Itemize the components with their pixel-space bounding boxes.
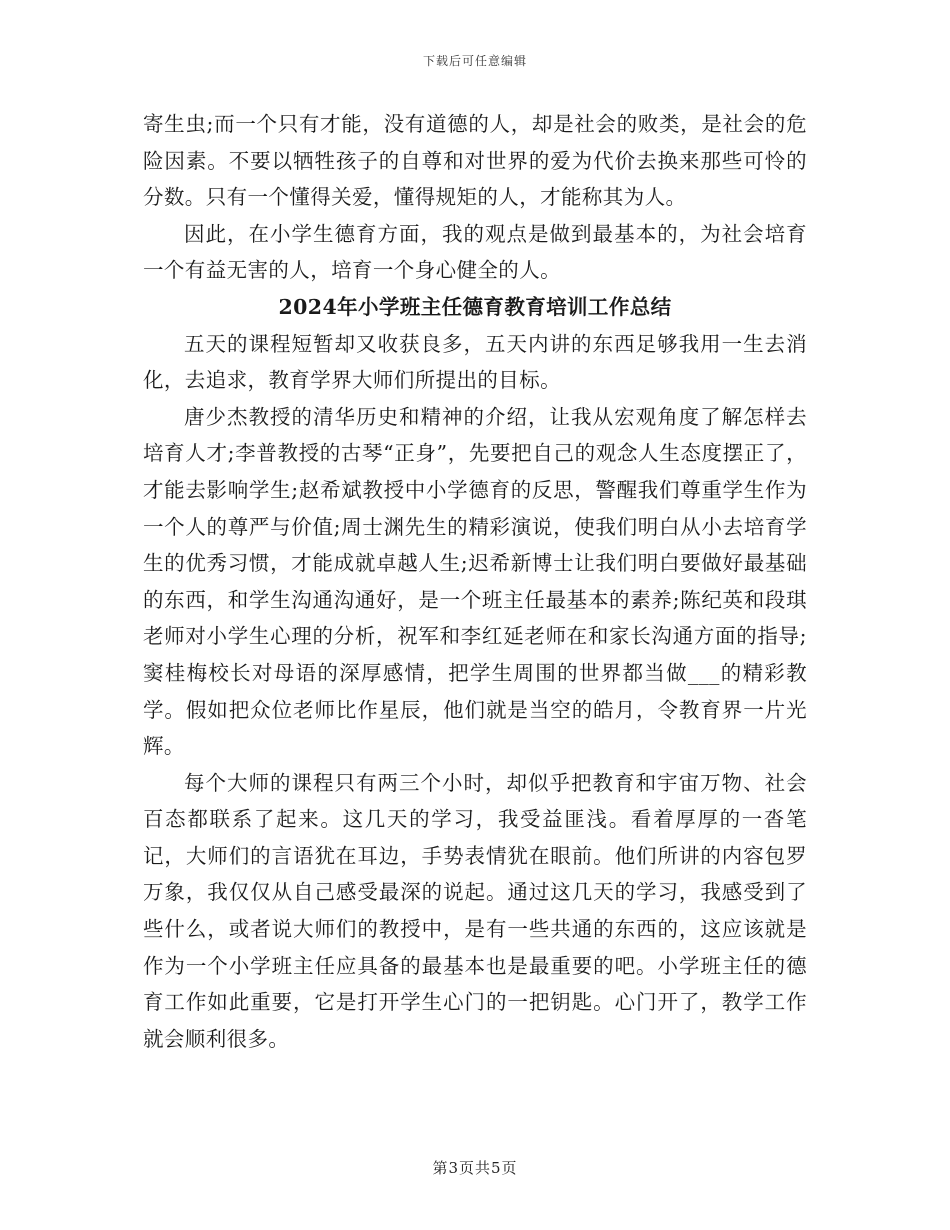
body-paragraph: 唐少杰教授的清华历史和精神的介绍，让我从宏观角度了解怎样去培育人才;李普教授的古琴“正身”，先要把自己的观念人生态度摆正了，才能去影响学生;赵希斌教授中小学德育的反思，警醒我们尊重学生作为一个人的尊严与价值;周士渊先生的精彩演说，使我们明白从小去培育学生的优秀习惯，才能成就卓越人生;迟希新博士让我们明白要做好最基础的东西，和学生沟通沟通好，是一个班主任最基本的素养;陈纪英和段琪老师对小学生心理的分析，祝军和李红延老师在和家长沟通方面的指导;窦桂梅校长对母语的深厚感情，把学生周围的世界都当做___的精彩教学。假如把众位老师比作星辰，他们就是当空的皓月，令教育界一片光辉。 — [143, 404, 807, 759]
page-header: 下载后可任意编辑 — [422, 54, 527, 68]
body-paragraph: 五天的课程短暂却又收获良多，五天内讲的东西足够我用一生去消化，去追求，教育学界大师们所提出的目标。 — [143, 331, 807, 393]
page-footer: 第3页共5页 — [432, 1159, 518, 1177]
section-title: 2024年小学班主任德育教育培训工作总结 — [278, 294, 672, 319]
body-paragraph: 因此，在小学生德育方面，我的观点是做到最基本的，为社会培育一个有益无害的人，培育一个身心健全的人。 — [143, 221, 807, 283]
body-paragraph: 寄生虫;而一个只有才能，没有道德的人，却是社会的败类，是社会的危险因素。不要以牺牲孩子的自尊和对世界的爱为代价去换来那些可怜的分数。只有一个懂得关爱，懂得规矩的人，才能称其为人。 — [143, 112, 807, 210]
document-body — [143, 106, 807, 1057]
body-paragraph: 每个大师的课程只有两三个小时，却似乎把教育和宇宙万物、社会百态都联系了起来。这几天的学习，我受益匪浅。看着厚厚的一沓笔记，大师们的言语犹在耳边，手势表情犹在眼前。他们所讲的内容包罗万象，我仅仅从自己感受最深的说起。通过这几天的学习，我感受到了些什么，或者说大师们的教授中，是有一些共通的东西的，这应该就是作为一个小学班主任应具备的最基本也是最重要的吧。小学班主任的德育工作如此重要，它是打开学生心门的一把钥匙。心门开了，教学工作就会顺利很多。 — [143, 770, 807, 1051]
